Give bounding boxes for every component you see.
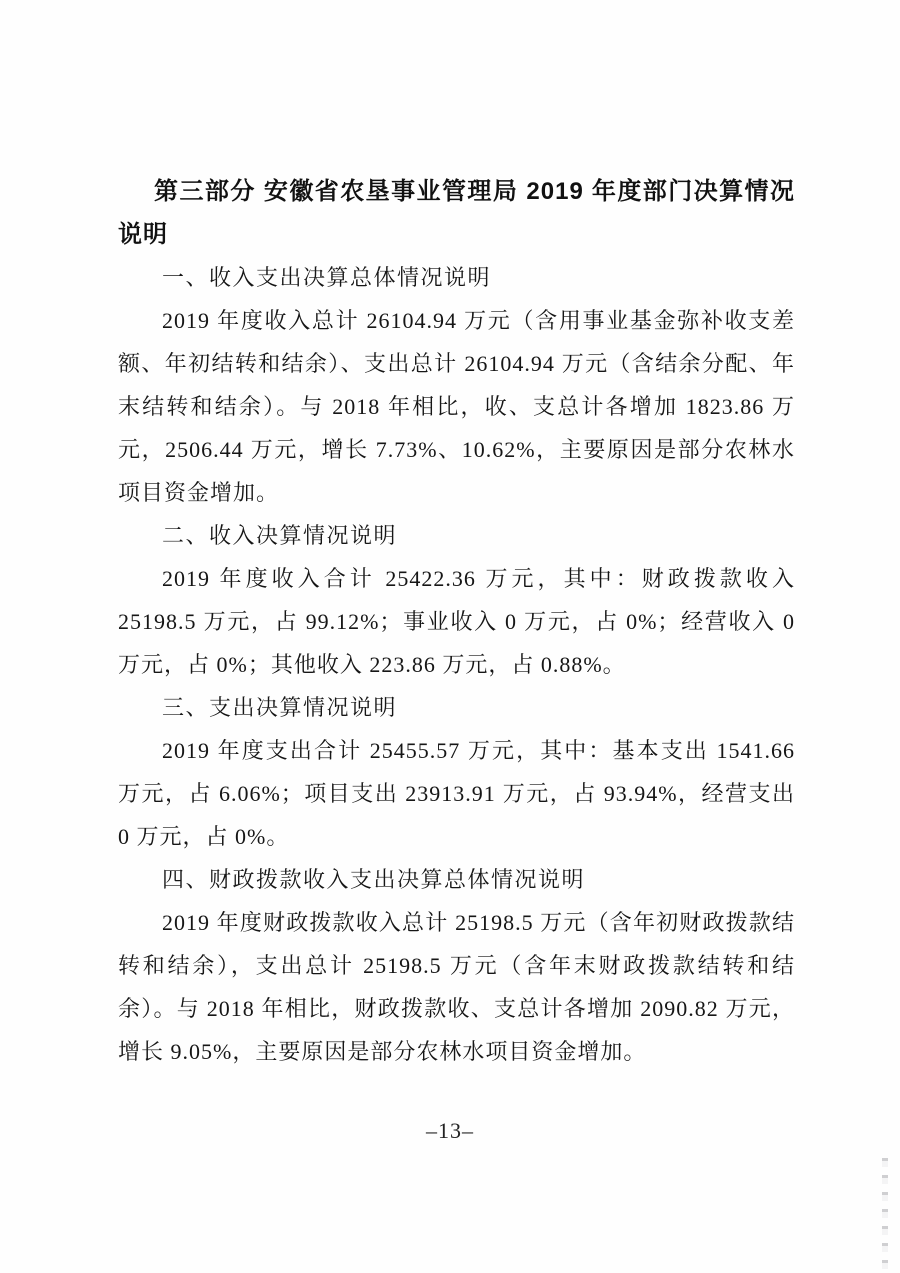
section-heading-expenditure-details: 三、支出决算情况说明 [162, 695, 398, 720]
document-title: 第三部分 安徽省农垦事业管理局 2019 年度部门决算情况说明 [118, 178, 795, 248]
paragraph-income-expenditure-overview: 2019 年度收入总计 26104.94 万元（含用事业基金弥补收支差额、年初结转和结余）、支出总计 26104.94 万元（含结余分配、年末结转和结余）。与 2018 年相比，收、支总计各增加 1823.86 万元，2506.44 万元，增长 7.73%、10.62%，主要原因是部分农林水项目资金增加。 [118, 308, 795, 505]
section-heading-income-details: 二、收入决算情况说明 [162, 523, 398, 548]
paragraph-expenditure-details: 2019 年度支出合计 25455.57 万元，其中：基本支出 1541.66 万元，占 6.06%；项目支出 23913.91 万元，占 93.94%，经营支出 0 万元，占 0%。 [118, 738, 795, 849]
paragraph-income-details: 2019 年度收入合计 25422.36 万元，其中：财政拨款收入 25198.5 万元，占 99.12%；事业收入 0 万元，占 0%；经营收入 0 万元，占 0%；其他收入 223.86 万元，占 0.88%。 [118, 566, 795, 677]
page-number: –13– [426, 1118, 474, 1143]
paragraph-fiscal-appropriation-overview: 2019 年度财政拨款收入总计 25198.5 万元（含年初财政拨款结转和结余），支出总计 25198.5 万元（含年末财政拨款结转和结余）。与 2018 年相比，财政拨款收、支总计各增加 2090.82 万元，增长 9.05%，主要原因是部分农林水项目资金增加。 [118, 910, 795, 1064]
section-heading-fiscal-appropriation-overview: 四、财政拨款收入支出决算总体情况说明 [162, 867, 586, 892]
scan-artifact-strip [882, 1158, 888, 1273]
section-heading-income-expenditure-overview: 一、收入支出决算总体情况说明 [162, 265, 492, 290]
document-content [118, 170, 795, 1073]
